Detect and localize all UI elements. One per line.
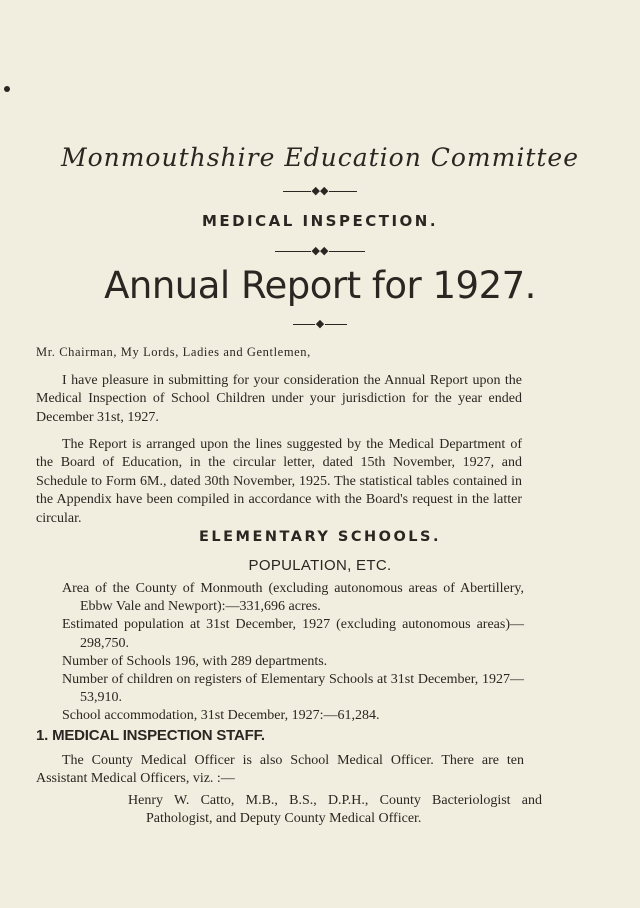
ornament-divider: ◆◆ [0, 186, 640, 196]
report-title: Annual Report for 1927. [104, 264, 536, 307]
population-list [62, 580, 524, 726]
committee-title: Monmouthshire Education Committee [60, 143, 580, 172]
elementary-schools-heading: ELEMENTARY SCHOOLS. [199, 529, 441, 545]
staff-paragraph: The County Medical Officer is also School Medical Officer. There are ten Assistant Medical Officers, viz. :— [36, 753, 524, 787]
list-item: Number of Schools 196, with 289 departments. [62, 653, 328, 669]
intro-paragraph: I have pleasure in submitting for your consideration the Annual Report upon the Medical Inspection of School Children under your jurisdiction for the year ended December 31st, 1927. [36, 373, 522, 425]
staff-entry: Henry W. Catto, M.B., B.S., D.P.H., County Bacteriologist and Pathologist, and Deputy County Medical Officer. [128, 793, 542, 827]
list-item: Area of the County of Monmouth (excluding autonomous areas of Abertillery, Ebbw Vale and Newport):—331,696 acres. [62, 581, 524, 615]
list-item: Estimated population at 31st December, 1927 (excluding autonomous areas)—298,750. [62, 617, 524, 651]
medical-inspection-heading: MEDICAL INSPECTION. [201, 212, 439, 230]
population-subheading: POPULATION, ETC. [248, 557, 392, 574]
margin-dot [4, 86, 10, 92]
list-item: School accommodation, 31st December, 1927:—61,284. [62, 708, 380, 724]
list-item: Number of children on registers of Elementary Schools at 31st December, 1927—53,910. [62, 672, 524, 706]
intro-paragraph: The Report is arranged upon the lines suggested by the Medical Department of the Board of Education, in the circular letter, dated 15th November, 1927, and Schedule to Form 6M., dated 30th November, 1925. The statistical tables contained in the Appendix have been compiled in accordance with the Board's request in the latter circular. [36, 437, 522, 526]
salutation: Mr. Chairman, My Lords, Ladies and Gentlemen, [36, 345, 311, 359]
section-heading: 1. MEDICAL INSPECTION STAFF. [36, 727, 265, 744]
ornament-divider: ◆ [0, 319, 640, 329]
ornament-divider: ◆◆ [0, 246, 640, 256]
